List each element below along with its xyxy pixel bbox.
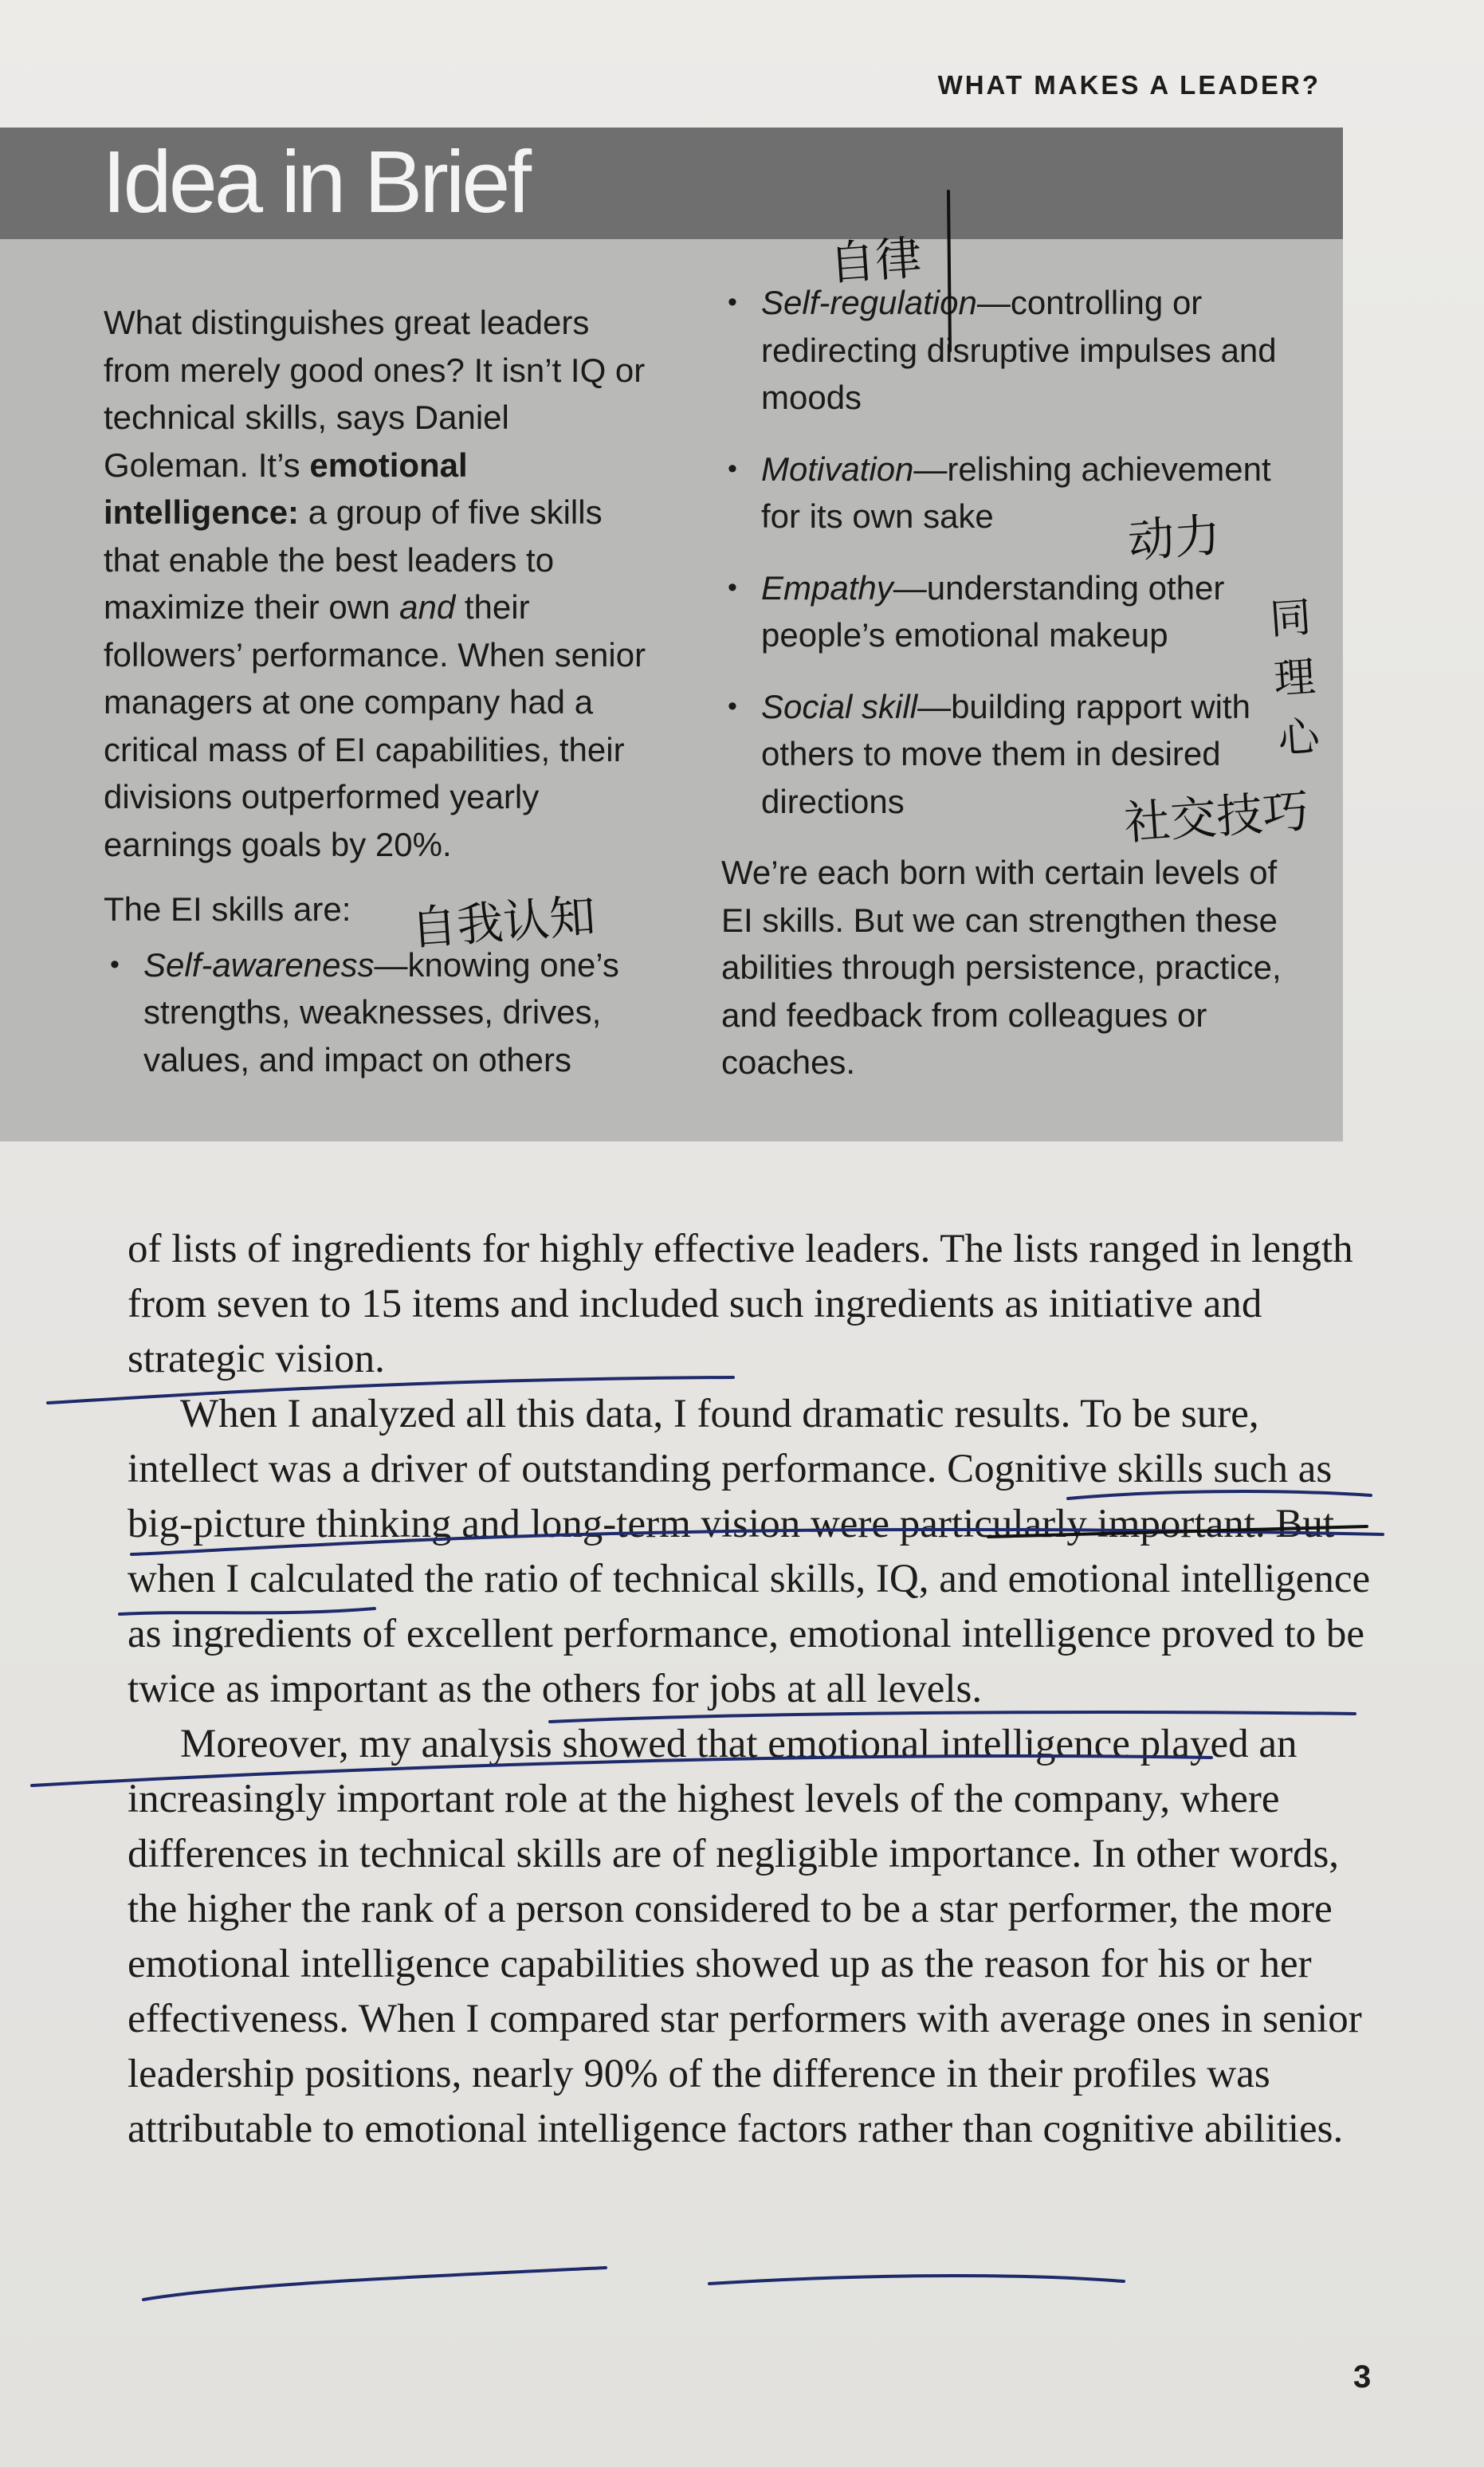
running-head: WHAT MAKES A LEADER? — [937, 70, 1321, 100]
skill-item-self-regulation — [721, 279, 1291, 422]
underline-cognitive-abilities — [709, 2276, 1124, 2284]
brief-title: Idea in Brief — [102, 133, 529, 231]
skills-intro: The EI skills are: — [104, 890, 351, 928]
handwritten-note-social-skill: 社交技巧 — [1122, 783, 1311, 850]
skill-term: Empathy — [761, 568, 893, 607]
skill-term: Self-regulation — [761, 284, 977, 321]
brief-left-column — [104, 299, 662, 1107]
body-paragraph-1: of lists of ingredients for highly effective leaders. The lists ranged in length from seven to 15 items and included such ingredients as initiative and strategic vision. — [128, 1227, 1353, 1381]
skill-definition: —understanding other people’s emotional makeup — [761, 568, 1225, 654]
handwritten-note-self-awareness: 自我认知 — [409, 888, 598, 956]
brief-intro — [104, 299, 662, 868]
brief-closing: We’re each born with certain levels of EI skills. But we can strengthen these abilities through persistence, practice, and feedback from colleagues or coaches. — [721, 854, 1282, 1081]
underline-factors — [143, 2268, 606, 2300]
body-paragraph-3: Moreover, my analysis showed that emotional intelligence played an increasingly important role at the highest levels of the company, where differences in technical skills are of negligible importance. In other words, the higher the rank of a person considered to be a star performer, the more emotional intelligence capabilities showed up as the reason for his or her effectiveness. When I compared star performers with average ones in senior leadership positions, nearly 90% of the difference in their profiles was attributable to emotional intelligence factors rather than cognitive abilities. — [128, 1722, 1362, 2151]
body-text — [128, 1222, 1371, 2157]
skill-definition: —controlling or redirecting disruptive impulses and moods — [761, 284, 1277, 416]
idea-in-brief-box — [0, 128, 1343, 1141]
skill-term: Self-awareness — [143, 945, 375, 984]
intro-text: What distinguishes great leaders from merely good ones? It isn’t IQ or technical skills, says Daniel Goleman. It’s — [104, 304, 646, 484]
handwritten-note-motivation: 动力 — [1126, 508, 1223, 568]
handwritten-note-empathy: 同理心 — [1268, 593, 1321, 764]
skill-definition: —knowing one’s strengths, weaknesses, drives, values, and impact on others — [143, 945, 619, 1078]
skill-term: Motivation — [761, 450, 914, 488]
brief-right-column — [721, 279, 1291, 1086]
body-paragraph-2: When I analyzed all this data, I found dramatic results. To be sure, intellect was a driver of outstanding performance. Cognitive skills such as big-picture thinking and long-term vision were particularly important. But when I calculated the ratio of technical skills, IQ, and emotional intelligence as ingredients of excellent performance, emotional intelligence proved to be twice as important as the others for jobs at all levels. — [128, 1392, 1371, 1711]
handwritten-note-self-regulation: 自律 — [827, 230, 924, 291]
skill-term: Social skill — [761, 687, 918, 725]
skill-definition: —relishing achievement for its own sake — [761, 450, 1271, 535]
skill-item-self-awareness — [104, 941, 662, 1084]
skill-item-empathy — [721, 564, 1291, 659]
intro-text-mid: a group of five skills that enable the best leaders to maximize their own — [104, 493, 603, 626]
intro-italic-word: and — [399, 588, 456, 626]
page-number: 3 — [1353, 2359, 1372, 2394]
intro-bold-term: emotional intelligence: — [104, 446, 468, 531]
skills-list-left — [104, 941, 662, 1084]
brief-banner — [0, 128, 1343, 239]
skill-definition: —building rapport with others to move them in desired directions — [761, 687, 1250, 820]
intro-text-end: their followers’ performance. When senior managers at one company had a critical mass of EI capabilities, their divisions outperformed yearly earnings goals by 20%. — [104, 588, 646, 863]
